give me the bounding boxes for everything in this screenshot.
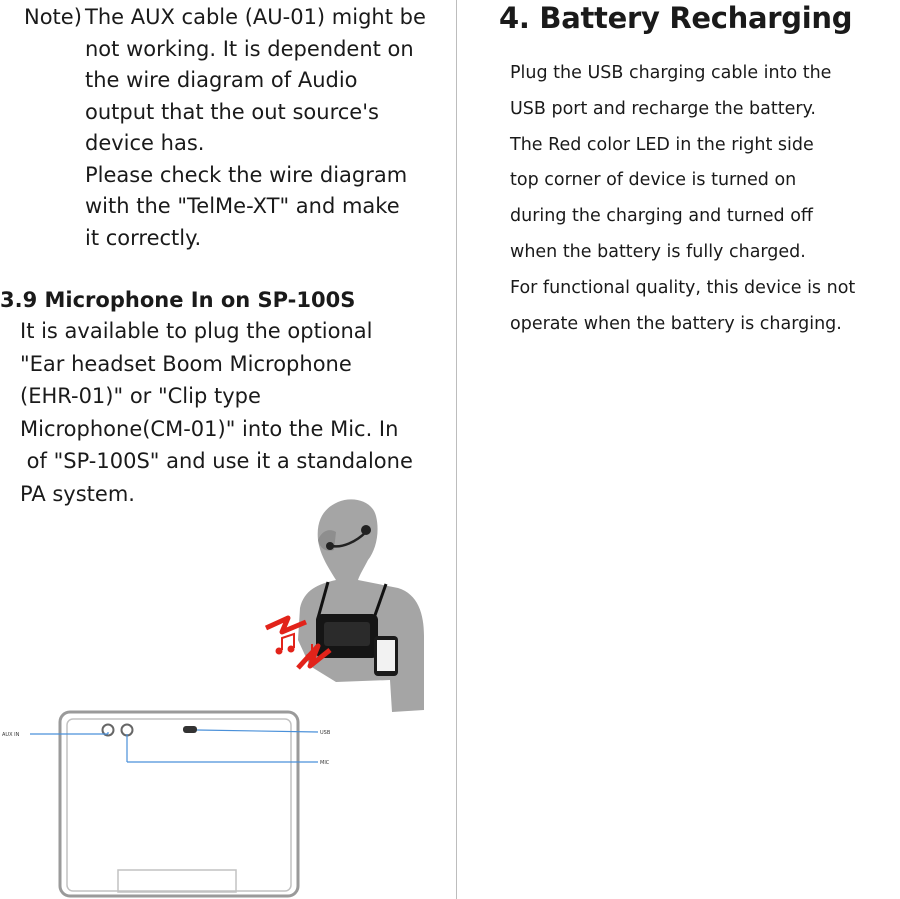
battery-line: The Red color LED in the right side (510, 134, 814, 155)
battery-line: Plug the USB charging cable into the (510, 63, 832, 83)
battery-line: For functional quality, this device is not (510, 277, 856, 298)
note-line: it correctly. (85, 225, 202, 250)
section-line: (EHR-01)" or "Clip type (20, 384, 261, 408)
person-figure (298, 499, 424, 712)
section-line: Microphone(CM-01)" into the Mic. In (20, 416, 399, 441)
device-diagram (60, 712, 298, 896)
battery-heading: 4. Battery Recharging (499, 1, 853, 35)
note-line: the wire diagram of Audio (85, 68, 358, 92)
label-mic: MIC (320, 760, 330, 766)
note-line: Please check the wire diagram (85, 162, 408, 187)
battery-line: during the charging and turned off (510, 206, 813, 227)
note-line: device has. (85, 131, 205, 155)
note-prefix: Note) (24, 5, 82, 29)
battery-line: operate when the battery is charging. (510, 313, 842, 334)
battery-line: top corner of device is turned on (510, 170, 797, 191)
note-block (85, 2, 447, 254)
note-line: with the "TelMe-XT" and make (85, 194, 400, 218)
section-line: of "SP-100S" and use it a standalone (20, 449, 413, 473)
note-line: output that the out source's (85, 99, 379, 124)
battery-line: when the battery is fully charged. (510, 241, 806, 262)
section-heading: 3.9 Microphone In on SP-100S (0, 288, 356, 312)
label-usb: USB (320, 730, 331, 736)
note-line: The AUX cable (AU-01) might be (85, 5, 426, 29)
section-body (20, 315, 440, 510)
usage-illustration (0, 490, 456, 899)
section-line: It is available to plug the optional (20, 319, 373, 343)
battery-line: USB port and recharge the battery. (510, 98, 816, 119)
smartphone-icon (374, 636, 398, 676)
section-line: "Ear headset Boom Microphone (20, 351, 352, 376)
note-line: not working. It is dependent on (85, 36, 414, 61)
battery-body (510, 56, 900, 342)
label-aux-in: AUX IN (2, 732, 20, 738)
column-divider (456, 0, 457, 899)
section-line: PA system. (20, 481, 135, 506)
